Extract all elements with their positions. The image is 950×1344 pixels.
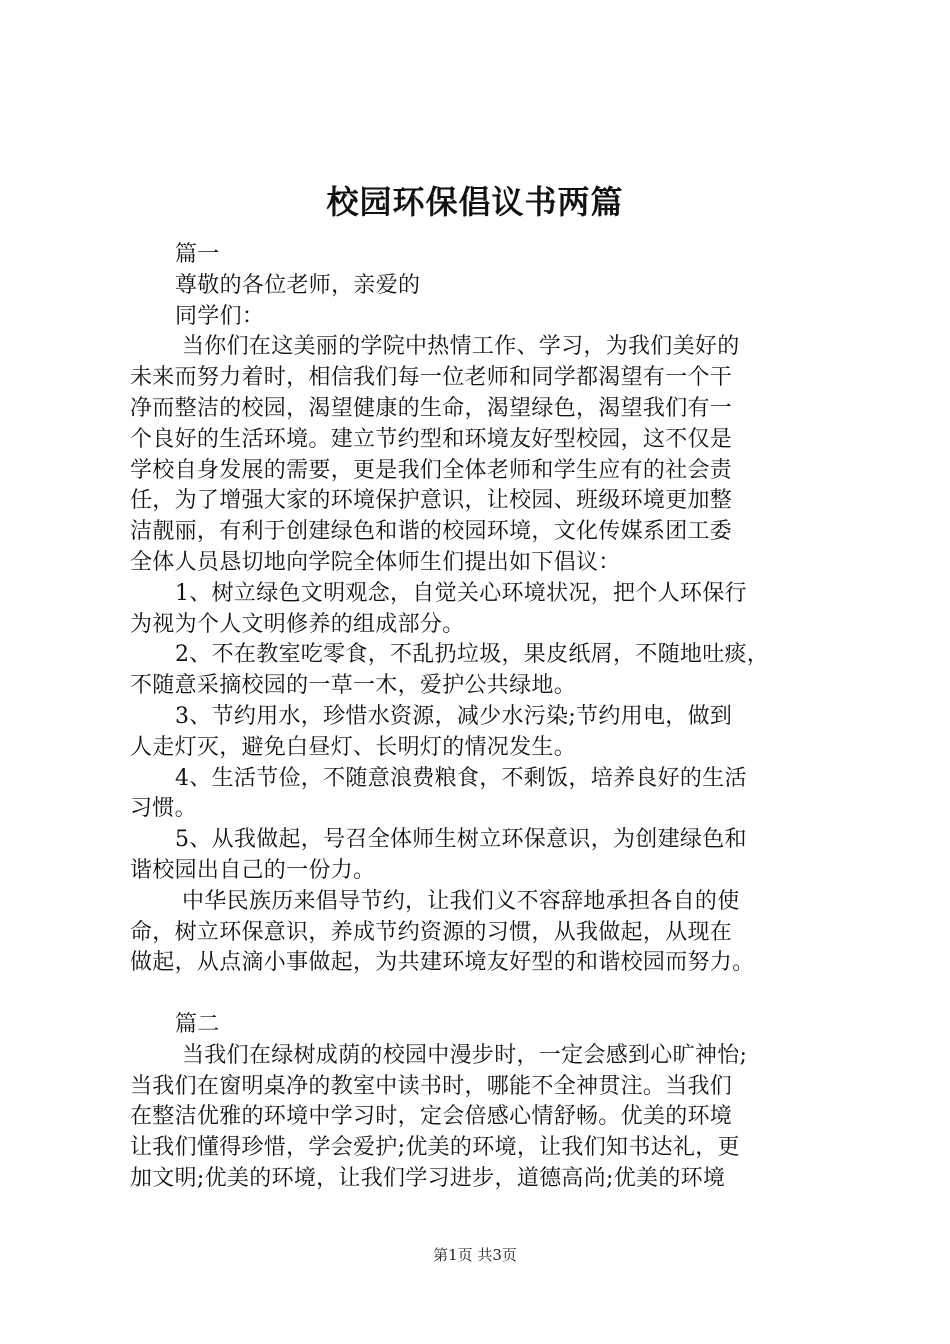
proposal-item-4-line-2: 习惯。 — [130, 796, 197, 822]
closing-line: 中华民族历来倡导节约，让我们义不容辞地承担各自的使 — [182, 888, 740, 914]
proposal-item-2-line-1: 2、不在教室吃零食，不乱扔垃圾，果皮纸屑，不随地吐痰， — [175, 642, 770, 668]
intro-line: 洁靓丽，有利于创建绿色和谐的校园环境，文化传媒系团工委 — [130, 519, 733, 545]
proposal-item-5-line-1: 5、从我做起，号召全体师生树立环保意识，为创建绿色和 — [175, 827, 747, 853]
proposal-item-5-line-2: 谐校园出自己的一份力。 — [130, 857, 376, 883]
proposal-item-1-line-2: 为视为个人文明修养的组成部分。 — [130, 611, 465, 637]
proposal-item-1-line-1: 1、树立绿色文明观念，自觉关心环境状况，把个人环保行 — [175, 580, 747, 606]
intro-line: 学校自身发展的需要，更是我们全体老师和学生应有的社会责 — [130, 457, 733, 483]
page-number-footer: 第1页 共3页 — [433, 1246, 517, 1264]
intro-line: 当你们在这美丽的学院中热情工作、学习，为我们美好的 — [182, 334, 740, 360]
section-heading-part2: 篇二 — [175, 1011, 220, 1037]
part2-line: 当我们在窗明桌净的教室中读书时，哪能不全神贯注。当我们 — [130, 1073, 733, 1099]
part2-line: 让我们懂得珍惜，学会爱护;优美的环境，让我们知书达礼，更 — [130, 1135, 740, 1161]
closing-line: 做起，从点滴小事做起，为共建环境友好型的和谐校园而努力。 — [130, 950, 755, 976]
greeting-line-2: 同学们： — [175, 303, 265, 329]
document-title: 校园环保倡议书两篇 — [326, 183, 624, 221]
proposal-item-3-line-2: 人走灯灭，避免白昼灯、长明灯的情况发生。 — [130, 734, 577, 760]
proposal-item-2-line-2: 不随意采摘校园的一草一木，爱护公共绿地。 — [130, 673, 577, 699]
intro-line: 全体人员恳切地向学院全体师生们提出如下倡议： — [130, 549, 621, 575]
intro-line: 净而整洁的校园，渴望健康的生命，渴望绿色，渴望我们有一 — [130, 395, 733, 421]
part2-line: 在整洁优雅的环境中学习时，定会倍感心情舒畅。优美的环境 — [130, 1104, 733, 1130]
closing-line: 命，树立环保意识，养成节约资源的习惯，从我做起，从现在 — [130, 919, 733, 945]
proposal-item-3-line-1: 3、节约用水，珍惜水资源，减少水污染;节约用电，做到 — [175, 703, 733, 729]
part2-line: 当我们在绿树成荫的校园中漫步时，一定会感到心旷神怡; — [182, 1042, 748, 1068]
intro-line: 任，为了增强大家的环境保护意识，让校园、班级环境更加整 — [130, 488, 733, 514]
document-body — [130, 240, 832, 1195]
proposal-item-4-line-1: 4、生活节俭，不随意浪费粮食，不剩饭，培养良好的生活 — [175, 765, 747, 791]
part2-line: 加文明;优美的环境，让我们学习进步，道德高尚;优美的环境 — [130, 1165, 726, 1191]
intro-line: 未来而努力着时，相信我们每一位老师和同学都渴望有一个干 — [130, 365, 733, 391]
intro-line: 个良好的生活环境。建立节约型和环境友好型校园，这不仅是 — [130, 426, 733, 452]
greeting-line-1: 尊敬的各位老师，亲爱的 — [175, 272, 421, 298]
section-heading-part1: 篇一 — [175, 242, 220, 267]
section-spacer — [130, 979, 832, 1010]
